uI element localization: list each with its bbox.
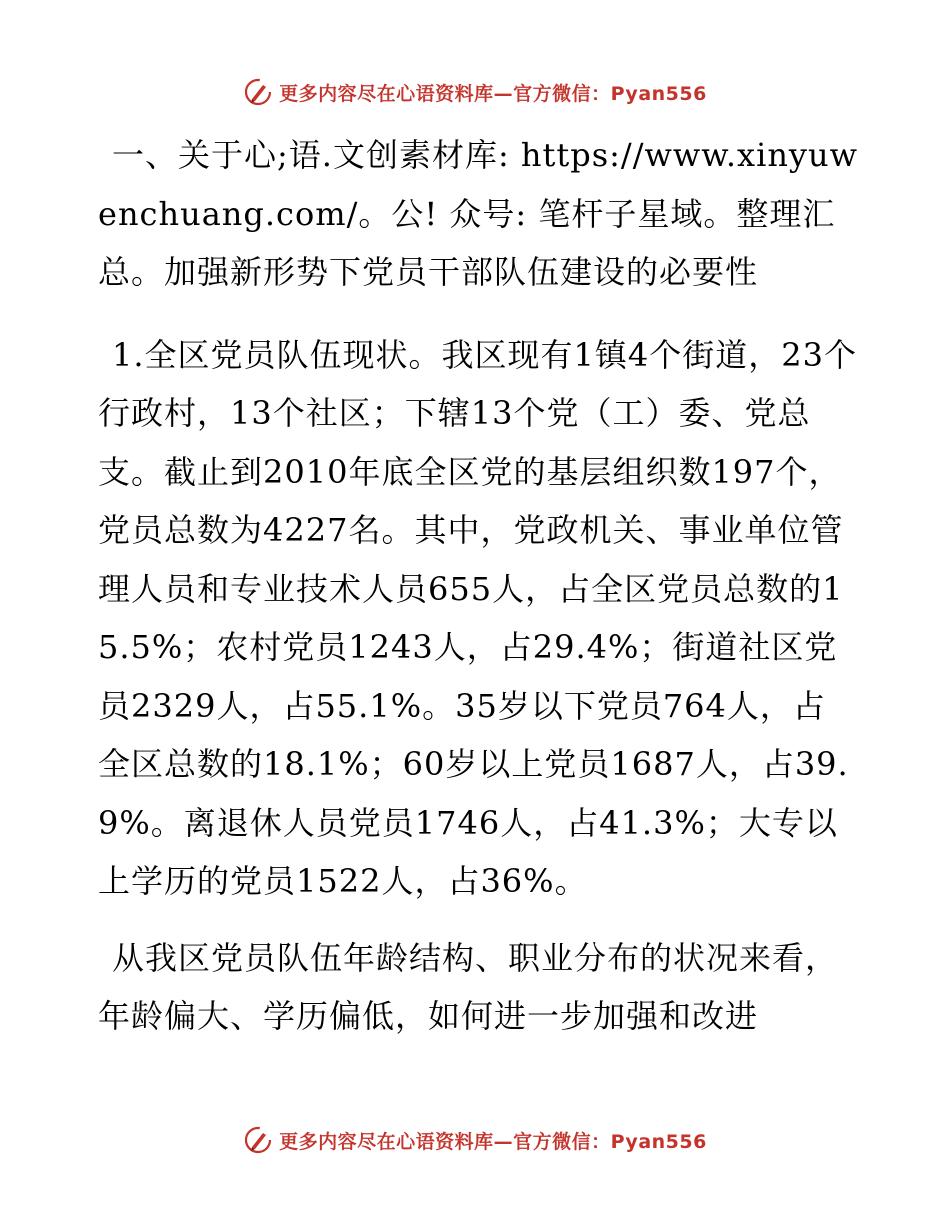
header-banner xyxy=(0,72,950,112)
paragraph-status: 1.全区党员队伍现状。我区现有1镇4个街道，23个行政村，13个社区；下辖13个党（工）委、党总支。截止到2010年底全区党的基层组织数197个，党员总数为4227名。其中，党政机关、事业单位管理人员和专业技术人员655人，占全区党员总数的15.5%；农村党员1243人，占29.4%；街道社区党员2329人，占55.1%。35岁以下党员764人，占全区总数的18.1%；60岁以上党员1687人，占39.9%。离退休人员党员1746人，占41.3%；大专以上学历的党员1522人，占36%。 xyxy=(98,335,857,900)
document-body xyxy=(98,126,858,1046)
footer-banner-text: 更多内容尽在心语资料库—官方微信：Pyan556 xyxy=(279,1130,707,1153)
pen-circle-logo-icon xyxy=(243,77,273,107)
paragraph-intro: 一、关于心;语.文创素材库: https://www.xinyuwenchuang.com/。公! 众号: 笔杆子星域。整理汇总。加强新形势下党员干部队伍建设的必要性 xyxy=(98,136,859,291)
pen-circle-logo-icon xyxy=(243,1125,273,1155)
header-banner-text: 更多内容尽在心语资料库—官方微信：Pyan556 xyxy=(279,82,707,105)
paragraph-analysis: 从我区党员队伍年龄结构、职业分布的状况来看，年龄偏大、学历偏低，如何进一步加强和改进 xyxy=(98,938,839,1035)
footer-banner xyxy=(0,1120,950,1160)
